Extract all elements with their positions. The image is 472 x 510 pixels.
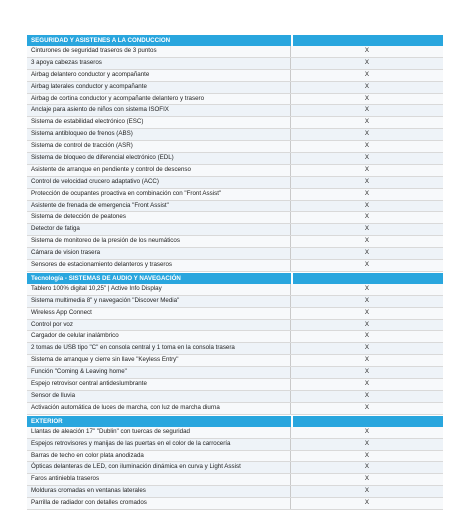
table-row (27, 331, 443, 343)
table-row (27, 224, 443, 236)
table-row (27, 46, 443, 58)
feature-cell: Protección de ocupantes proactiva en combinación con "Front Assist" (27, 189, 291, 200)
availability-mark: X (364, 165, 370, 173)
table-section (27, 272, 443, 415)
availability-mark: X (364, 344, 370, 352)
availability-mark: X (364, 380, 370, 388)
feature-cell: Control de velocidad crucero adaptativo (ACC) (27, 177, 291, 188)
availability-mark: X (364, 499, 370, 507)
availability-mark: X (364, 403, 370, 411)
table-row (27, 117, 443, 129)
availability-mark: X (364, 475, 370, 483)
table-row (27, 355, 443, 367)
header-fill (293, 416, 443, 427)
table-row (27, 427, 443, 439)
section-title: SEGURIDAD Y ASISTENES A LA CONDUCCION (31, 37, 171, 44)
feature-cell: Ópticas delanteras de LED, con iluminación dinámica en curva y Light Assist (27, 462, 291, 473)
table-row (27, 343, 443, 355)
feature-cell: Sistema de arranque y cierre sin llave "Keyless Entry" (27, 355, 291, 366)
table-row (27, 248, 443, 260)
feature-cell: Barras de techo en color plata anodizada (27, 451, 291, 462)
feature-cell: Parrilla de radiador con detalles cromados (27, 498, 291, 509)
feature-cell: Anclaje para asiento de niños con sistema ISOFIX (27, 105, 291, 116)
table-row (27, 58, 443, 70)
table-row (27, 94, 443, 106)
feature-cell: 3 apoya cabezas traseros (27, 58, 291, 69)
availability-mark: X (364, 296, 370, 304)
availability-mark: X (364, 106, 370, 114)
table-section (27, 415, 443, 510)
availability-mark: X (364, 463, 370, 471)
availability-mark: X (364, 261, 370, 269)
feature-cell: Sensor de lluvia (27, 391, 291, 402)
feature-cell: Llantas de aleación 17" "Dublin" con tuercas de seguridad (27, 427, 291, 438)
feature-cell: Espejos retrovisores y manijas de las puertas en el color de la carrocería (27, 439, 291, 450)
availability-mark: X (364, 439, 370, 447)
availability-mark: X (364, 82, 370, 90)
table-row (27, 379, 443, 391)
feature-cell: Función "Coming & Leaving home" (27, 367, 291, 378)
feature-cell: Sistema de detección de peatones (27, 212, 291, 223)
feature-cell: Sensores de estacionamiento delanteros y traseros (27, 260, 291, 271)
feature-cell: Detector de fatiga (27, 224, 291, 235)
availability-mark: X (364, 58, 370, 66)
availability-mark: X (364, 47, 370, 54)
feature-cell: Activación automática de luces de marcha, con luz de marcha diurna (27, 403, 291, 414)
feature-cell: Faros antiniebla traseros (27, 474, 291, 485)
availability-mark: X (364, 177, 370, 185)
header-fill (293, 35, 443, 46)
availability-mark: X (364, 308, 370, 316)
section-rows (27, 46, 443, 272)
header-fill (293, 273, 443, 284)
section-rows (27, 284, 443, 415)
feature-cell: Sistema de control de tracción (ASR) (27, 141, 291, 152)
section-title: EXTERIOR (31, 417, 63, 425)
section-header (27, 34, 443, 46)
table-row (27, 391, 443, 403)
feature-cell: Molduras cromadas en ventanas laterales (27, 486, 291, 497)
section-title: Tecnología - SISTEMAS DE AUDIO Y NAVEGACIÓN (31, 274, 181, 282)
feature-cell: Airbag de cortina conductor y acompañante delantero y trasero (27, 94, 291, 105)
table-row (27, 462, 443, 474)
feature-cell: Asistente de arranque en pendiente y control de descenso (27, 165, 291, 176)
table-row (27, 296, 443, 308)
table-row (27, 153, 443, 165)
feature-cell: Espejo retrovisor central antideslumbrante (27, 379, 291, 390)
features-table (27, 34, 443, 510)
table-row (27, 189, 443, 201)
availability-mark: X (364, 427, 370, 435)
availability-mark: X (364, 237, 370, 245)
table-row (27, 177, 443, 189)
section-rows (27, 427, 443, 510)
availability-mark: X (364, 225, 370, 233)
feature-cell: Asistente de frenada de emergencia "Front Assist" (27, 201, 291, 212)
availability-mark: X (364, 118, 370, 126)
table-row (27, 439, 443, 451)
availability-mark: X (364, 487, 370, 495)
feature-cell: Sistema antibloqueo de frenos (ABS) (27, 129, 291, 140)
table-row (27, 403, 443, 415)
table-row (27, 284, 443, 296)
availability-mark: X (364, 189, 370, 197)
table-row (27, 308, 443, 320)
feature-cell: Airbag laterales conductor y acompañante (27, 82, 291, 93)
availability-mark: X (364, 320, 370, 328)
table-row (27, 165, 443, 177)
feature-cell: Wireless App Connect (27, 308, 291, 319)
availability-mark: X (364, 130, 370, 138)
table-row (27, 141, 443, 153)
feature-cell: Cinturones de seguridad traseros de 3 puntos (27, 46, 291, 57)
table-row (27, 201, 443, 213)
feature-cell: Sistema de estabilidad electrónico (ESC) (27, 117, 291, 128)
table-row (27, 367, 443, 379)
availability-mark: X (364, 451, 370, 459)
availability-mark: X (364, 391, 370, 399)
feature-cell: Cargador de celular inalámbrico (27, 331, 291, 342)
availability-mark: X (364, 356, 370, 364)
availability-mark: X (364, 213, 370, 221)
feature-cell: Sistema de monitoreo de la presión de los neumáticos (27, 236, 291, 247)
feature-cell: Tablero 100% digital 10,25" | Active Info Display (27, 284, 291, 295)
feature-cell: Cámara de vision trasera (27, 248, 291, 259)
table-row (27, 82, 443, 94)
table-row (27, 474, 443, 486)
availability-mark: X (364, 284, 370, 292)
table-row (27, 486, 443, 498)
feature-cell: Sistema multimedia 8" y navegación "Discover Media" (27, 296, 291, 307)
table-section (27, 34, 443, 272)
availability-mark: X (364, 154, 370, 162)
availability-mark: X (364, 201, 370, 209)
table-row (27, 105, 443, 117)
availability-mark: X (364, 94, 370, 102)
table-row (27, 129, 443, 141)
table-row (27, 260, 443, 272)
section-header (27, 415, 443, 427)
feature-cell: Control por voz (27, 320, 291, 331)
availability-mark: X (364, 368, 370, 376)
feature-cell: Airbag delantero conductor y acompañante (27, 70, 291, 81)
availability-mark: X (364, 70, 370, 78)
table-row (27, 236, 443, 248)
table-row (27, 212, 443, 224)
availability-mark: X (364, 142, 370, 150)
table-row (27, 70, 443, 82)
table-row (27, 320, 443, 332)
section-header (27, 272, 443, 284)
feature-cell: Sistema de bloqueo de diferencial electrónico (EDL) (27, 153, 291, 164)
availability-mark: X (364, 332, 370, 340)
availability-mark: X (364, 249, 370, 257)
feature-cell: 2 tomas de USB tipo "C" en consola central y 1 toma en la consola trasera (27, 343, 291, 354)
table-row (27, 451, 443, 463)
